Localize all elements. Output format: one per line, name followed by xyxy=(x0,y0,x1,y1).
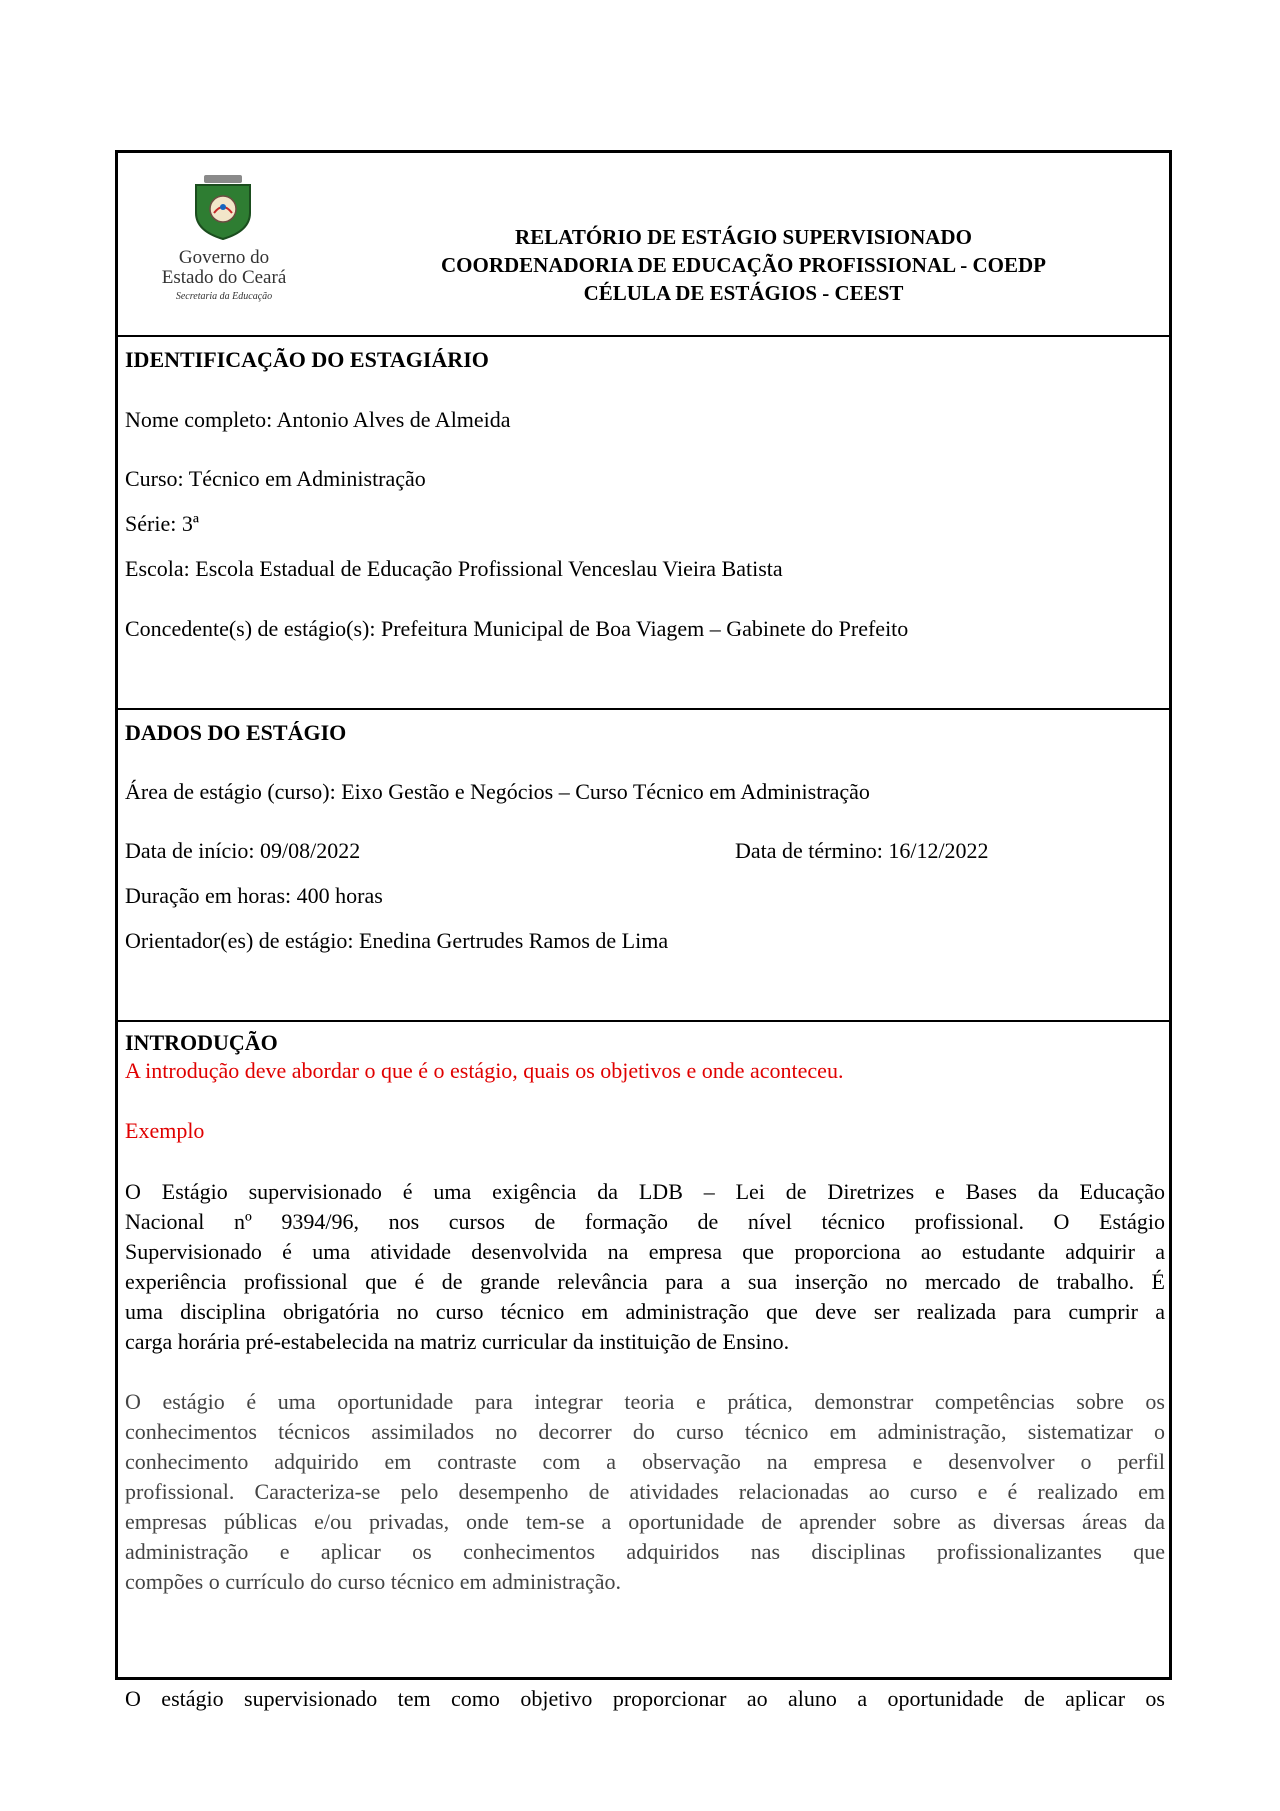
student-name: Nome completo: Antonio Alves de Almeida xyxy=(125,407,511,432)
paragraph-line: administração e aplicar os conhecimentos adquiridos nas disciplinas profissionalizantes que xyxy=(125,1539,1165,1564)
paragraph-line: conhecimentos técnicos assimilados no decorrer do curso técnico em administração, sistematizar o xyxy=(125,1419,1165,1444)
paragraph-line: O estágio é uma oportunidade para integrar teoria e prática, demonstrar competências sobre os xyxy=(125,1389,1165,1414)
paragraph-line: Nacional nº 9394/96, nos cursos de formação de nível técnico profissional. O Estágio xyxy=(125,1209,1165,1234)
intro-paragraph-2 xyxy=(125,1387,1165,1597)
coat-of-arms-icon xyxy=(196,175,250,239)
paragraph-line: compões o currículo do curso técnico em administração. xyxy=(125,1569,622,1594)
report-header xyxy=(118,153,1169,337)
coordenadoria-title: COORDENADORIA DE EDUCAÇÃO PROFISSIONAL - COEDP xyxy=(441,253,1046,277)
paragraph-line: empresas públicas e/ou privadas, onde tem-se a oportunidade de aprender sobre as diversas áreas da xyxy=(125,1509,1165,1534)
ceara-government-logo xyxy=(124,171,324,306)
paragraph-line: uma disciplina obrigatória no curso técnico em administração que deve ser realizada para cumprir a xyxy=(125,1299,1165,1324)
student-school: Escola: Escola Estadual de Educação Profissional Venceslau Vieira Batista xyxy=(125,556,783,581)
internship-data-section xyxy=(118,710,1169,1022)
paragraph-line: O estágio supervisionado tem como objetivo proporcionar ao aluno a oportunidade de aplicar os xyxy=(125,1686,1165,1711)
end-date: Data de término: 16/12/2022 xyxy=(735,838,989,863)
internship-data-heading: DADOS DO ESTÁGIO xyxy=(125,720,347,745)
introduction-heading: INTRODUÇÃO xyxy=(125,1030,278,1055)
student-course: Curso: Técnico em Administração xyxy=(125,466,426,491)
identification-heading: IDENTIFICAÇÃO DO ESTAGIÁRIO xyxy=(125,347,489,372)
celula-title: CÉLULA DE ESTÁGIOS - CEEST xyxy=(583,281,904,305)
paragraph-line: profissional. Caracteriza-se pelo desempenho de atividades relacionadas ao curso e é realizado em xyxy=(125,1479,1165,1504)
start-date: Data de início: 09/08/2022 xyxy=(125,838,361,863)
logo-line2: Estado do Ceará xyxy=(161,267,287,288)
paragraph-line: conhecimento adquirido em contraste com a observação na empresa e desenvolver o perfil xyxy=(125,1449,1165,1474)
intro-paragraph-3 xyxy=(125,1684,1165,1714)
logo-line3: Secretaria da Educação xyxy=(175,291,273,302)
internship-area: Área de estágio (curso): Eixo Gestão e Negócios – Curso Técnico em Administração xyxy=(125,779,870,804)
header-titles xyxy=(358,223,1129,307)
example-label: Exemplo xyxy=(125,1118,205,1143)
advisor: Orientador(es) de estágio: Enedina Gertrudes Ramos de Lima xyxy=(125,928,669,953)
report-frame xyxy=(115,150,1172,1711)
paragraph-line: carga horária pré-estabelecida na matriz curricular da instituição de Ensino. xyxy=(125,1329,790,1354)
logo-line1: Governo do xyxy=(178,247,270,268)
report-title: RELATÓRIO DE ESTÁGIO SUPERVISIONADO xyxy=(515,225,972,249)
intro-paragraph-1 xyxy=(125,1177,1165,1357)
paragraph-line: experiência profissional que é de grande relevância para a sua inserção no mercado de trabalho. É xyxy=(125,1269,1165,1294)
introduction-instruction: A introdução deve abordar o que é o estágio, quais os objetivos e onde aconteceu. xyxy=(125,1058,844,1083)
introduction-section xyxy=(118,1022,1169,1722)
paragraph-line: O Estágio supervisionado é uma exigência da LDB – Lei de Diretrizes e Bases da Educação xyxy=(125,1179,1165,1204)
student-grade: Série: 3ª xyxy=(125,511,199,536)
identification-section xyxy=(118,337,1169,710)
duration-hours: Duração em horas: 400 horas xyxy=(125,883,383,908)
paragraph-line: Supervisionado é uma atividade desenvolvida na empresa que proporciona ao estudante adquirir a xyxy=(125,1239,1165,1264)
internship-grantor: Concedente(s) de estágio(s): Prefeitura Municipal de Boa Viagem – Gabinete do Prefeito xyxy=(125,616,909,641)
